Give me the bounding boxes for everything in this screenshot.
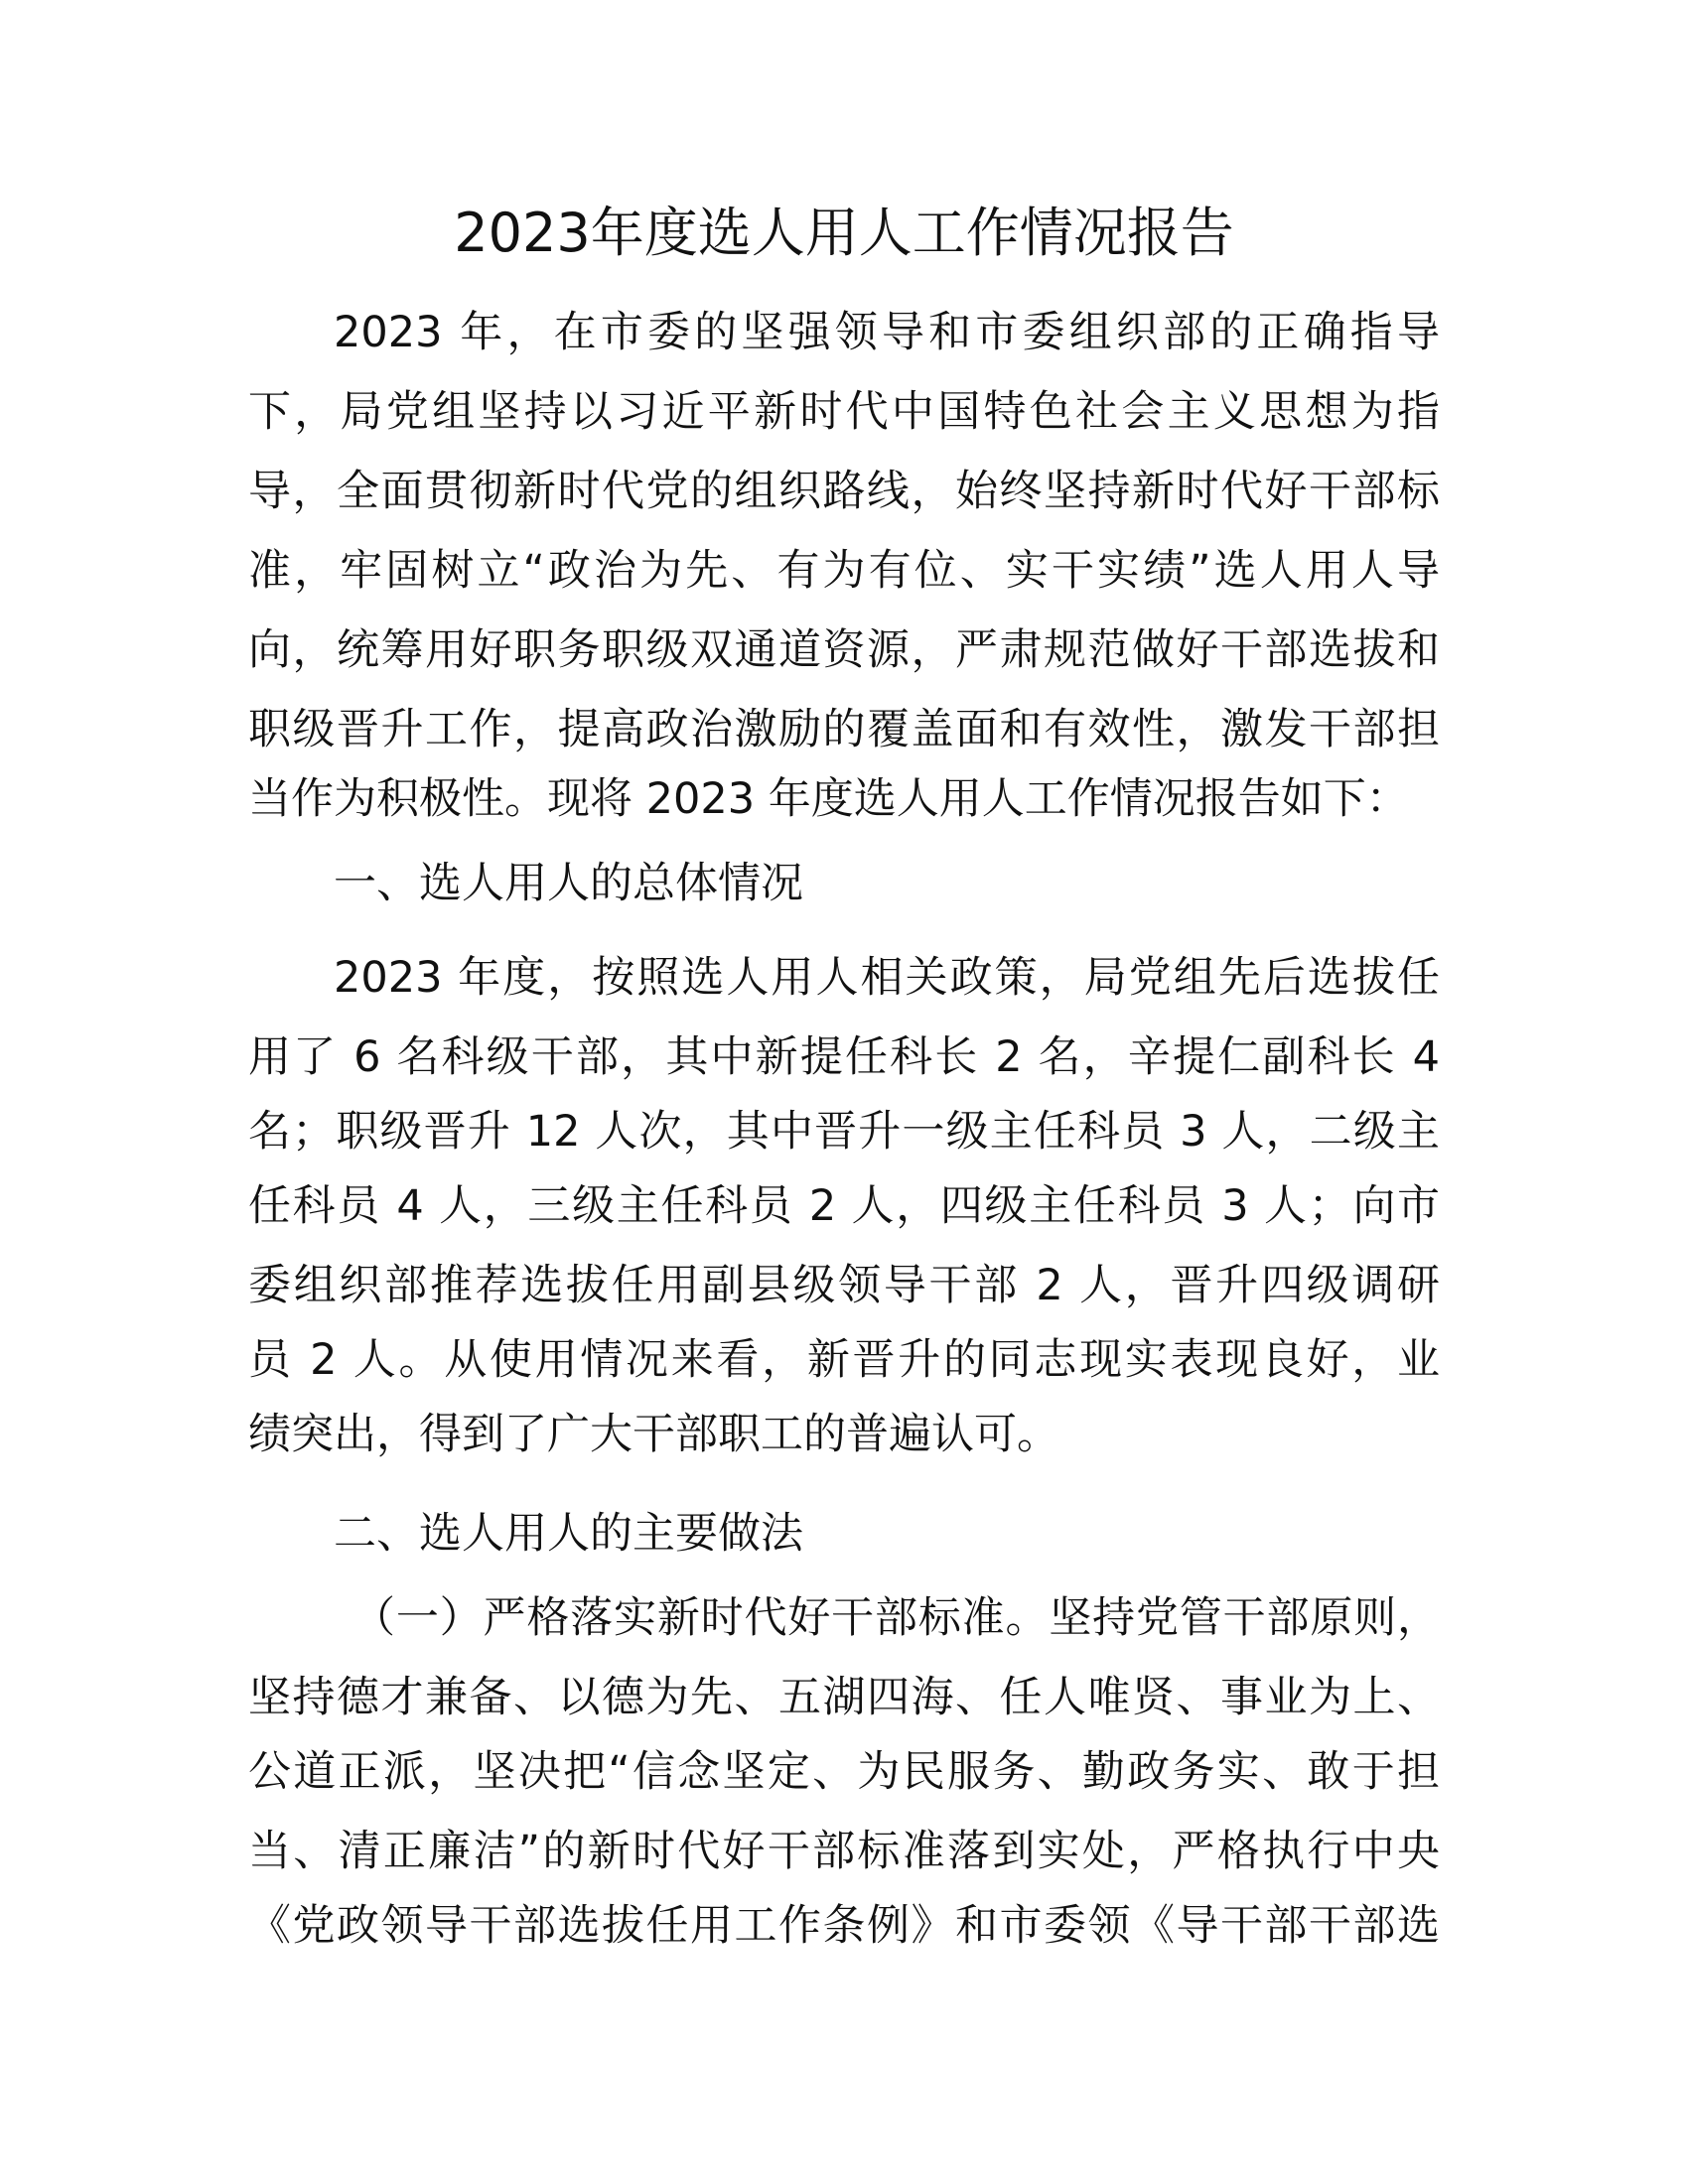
intro-line: 职级晋升工作，提高政治激励的覆盖面和有效性，激发干部担	[248, 705, 1440, 754]
intro-line: 2023 年，在市委的坚强领导和市委组织部的正确指导	[334, 308, 1440, 357]
section2-line: 《党政领导干部选拔任用工作条例》和市委领《导干部干部选	[248, 1901, 1440, 1951]
section-heading-2: 二、选人用人的主要做法	[334, 1509, 803, 1559]
intro-line: 下，局党组坚持以习近平新时代中国特色社会主义思想为指	[248, 387, 1440, 437]
section2-line: 当、清正廉洁”的新时代好干部标准落到实处，严格执行中央	[248, 1827, 1440, 1876]
section1-line: 用了 6 名科级干部，其中新提任科长 2 名，辛提仁副科长 4	[248, 1032, 1440, 1082]
section1-line: 名；职级晋升 12 人次，其中晋升一级主任科员 3 人，二级主	[248, 1107, 1440, 1157]
intro-line: 导，全面贯彻新时代党的组织路线，始终坚持新时代好干部标	[248, 467, 1440, 516]
section-heading-1: 一、选人用人的总体情况	[334, 859, 803, 908]
section1-line: 绩突出，得到了广大干部职工的普遍认可。	[248, 1410, 1059, 1459]
intro-line: 向，统筹用好职务职级双通道资源，严肃规范做好干部选拔和	[248, 625, 1440, 675]
intro-line: 当作为积极性。现将 2023 年度选人用人工作情况报告如下：	[248, 774, 1409, 824]
section1-line: 任科员 4 人，三级主任科员 2 人，四级主任科员 3 人；向市	[248, 1181, 1440, 1231]
section2-line: （一）严格落实新时代好干部标准。坚持党管干部原则，	[352, 1593, 1440, 1643]
intro-line: 准，牢固树立“政治为先、有为有位、实干实绩”选人用人导	[248, 546, 1440, 596]
section2-line: 坚持德才兼备、以德为先、五湖四海、任人唯贤、事业为上、	[248, 1673, 1440, 1722]
document-title: 2023年度选人用人工作情况报告	[454, 202, 1234, 264]
section1-line: 委组织部推荐选拔任用副县级领导干部 2 人，晋升四级调研	[248, 1261, 1440, 1310]
section1-line: 2023 年度，按照选人用人相关政策，局党组先后选拔任	[334, 953, 1440, 1003]
section2-line: 公道正派，坚决把“信念坚定、为民服务、勤政务实、敢于担	[248, 1747, 1440, 1797]
section1-line: 员 2 人。从使用情况来看，新晋升的同志现实表现良好，业	[248, 1335, 1440, 1385]
